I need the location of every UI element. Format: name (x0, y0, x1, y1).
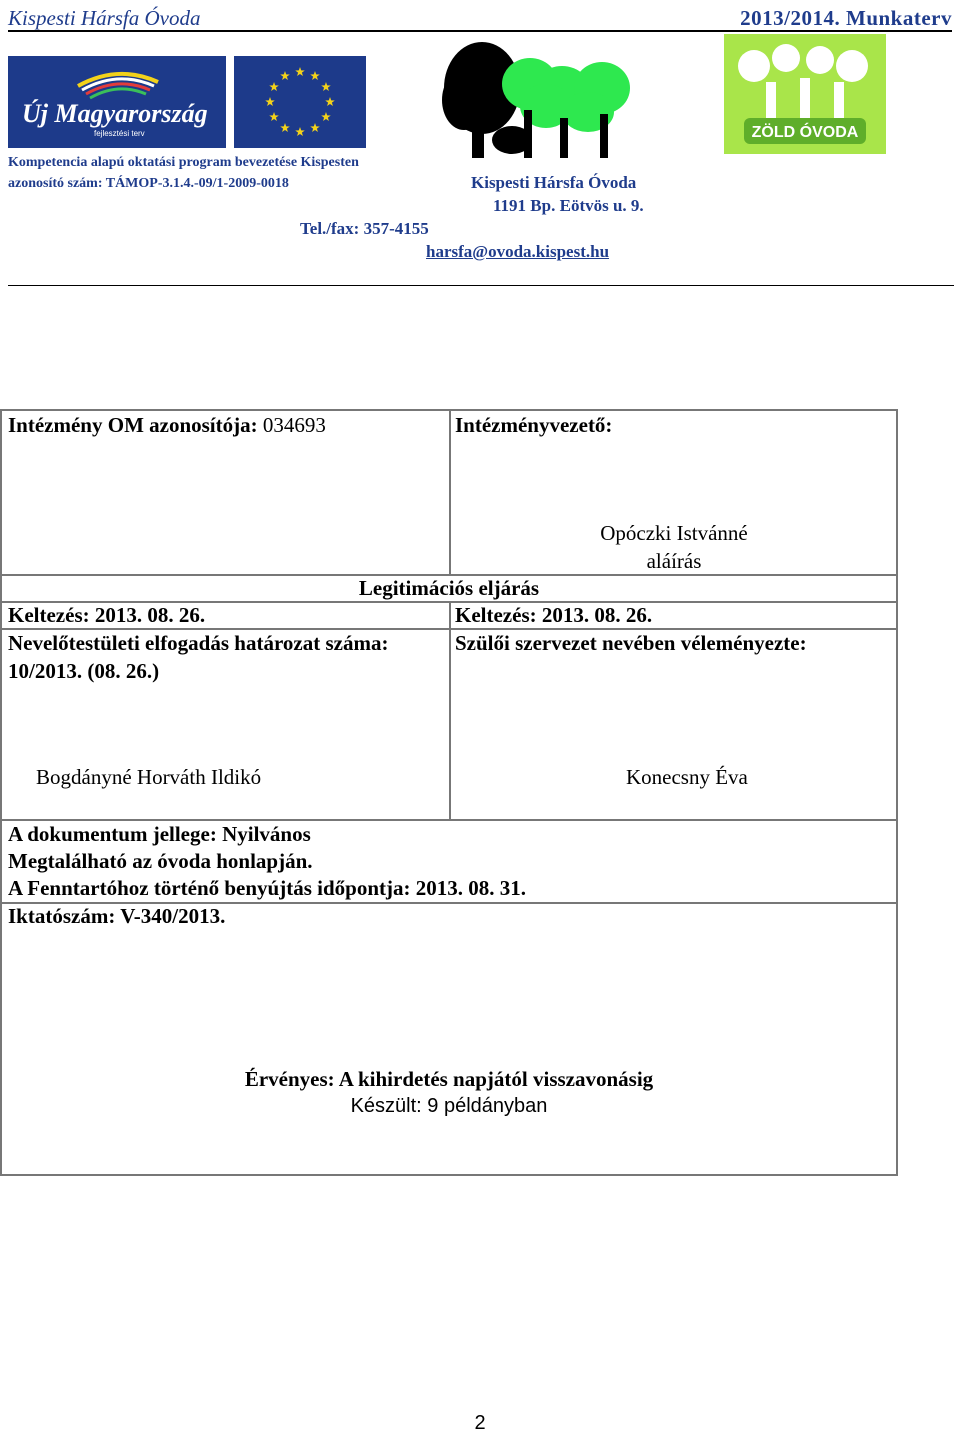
parents-org-label: Szülői szervezet nevében véleményezte: (455, 631, 807, 655)
staff-signer-name: Bogdányné Horváth Ildikó (36, 765, 262, 789)
date-right: Keltezés: 2013. 08. 26. (455, 603, 653, 627)
copies-statement: Készült: 9 példányban (350, 1095, 548, 1117)
tree-logo (442, 40, 632, 158)
header-divider (8, 285, 954, 286)
svg-text:Új Magyarország: Új Magyarország (22, 99, 208, 128)
om-id-field (8, 413, 326, 438)
svg-text:ZÖLD ÓVODA: ZÖLD ÓVODA (751, 124, 859, 141)
institution-email-link[interactable]: harsfa@ovoda.kispest.hu (426, 242, 610, 261)
availability-note: Megtalálható az óvoda honlapján. (8, 849, 313, 873)
running-header (8, 6, 952, 32)
institution-phone: Tel./fax: 357-4155 (300, 219, 429, 238)
eu-flag-logo (234, 56, 366, 148)
header-title: Kispesti Hársfa Óvoda (8, 6, 201, 30)
signature-label: aláírás (646, 549, 702, 573)
head-label: Intézményvezető: (455, 413, 613, 437)
svg-text:fejlesztési terv: fejlesztési terv (94, 129, 145, 138)
head-name: Opóczki Istvánné (600, 521, 748, 545)
legitimation-title: Legitimációs eljárás (358, 576, 540, 600)
om-id-label: Intézmény OM azonosítója: (8, 413, 258, 437)
page-number: 2 (474, 1412, 486, 1434)
om-id-value: 034693 (262, 413, 326, 437)
institution-address: 1191 Bp. Eötvös u. 9. (493, 196, 644, 215)
program-title: Kompetencia alapú oktatási program bevezetése Kispesten (8, 155, 359, 170)
header-year-plan: 2013/2014. Munkaterv (740, 6, 952, 30)
table-border-bottom (0, 1174, 898, 1176)
reference-number: Iktatószám: V-340/2013. (8, 904, 226, 928)
date-left: Keltezés: 2013. 08. 26. (8, 603, 206, 627)
zold-ovoda-logo (724, 34, 886, 154)
staff-decision-value: 10/2013. (08. 26.) (8, 659, 160, 683)
table-border-left (0, 409, 2, 1176)
document-type: A dokumentum jellege: Nyilvános (8, 822, 311, 846)
legitimation-table (0, 409, 898, 1176)
uj-magyarorszag-logo (8, 56, 226, 148)
program-info (8, 152, 359, 194)
column-divider (449, 601, 451, 820)
submission-date: A Fenntartóhoz történő benyújtás időpontja: 2013. 08. 31. (8, 876, 526, 900)
parents-signer-name: Konecsny Éva (626, 765, 748, 789)
validity-statement: Érvényes: A kihirdetés napjától visszavonásig (244, 1067, 654, 1091)
institution-name: Kispesti Hársfa Óvoda (471, 173, 637, 192)
staff-decision-label: Nevelőtestületi elfogadás határozat száma: (8, 631, 389, 655)
program-id: azonosító szám: TÁMOP-3.1.4.-09/1-2009-0018 (8, 176, 289, 191)
